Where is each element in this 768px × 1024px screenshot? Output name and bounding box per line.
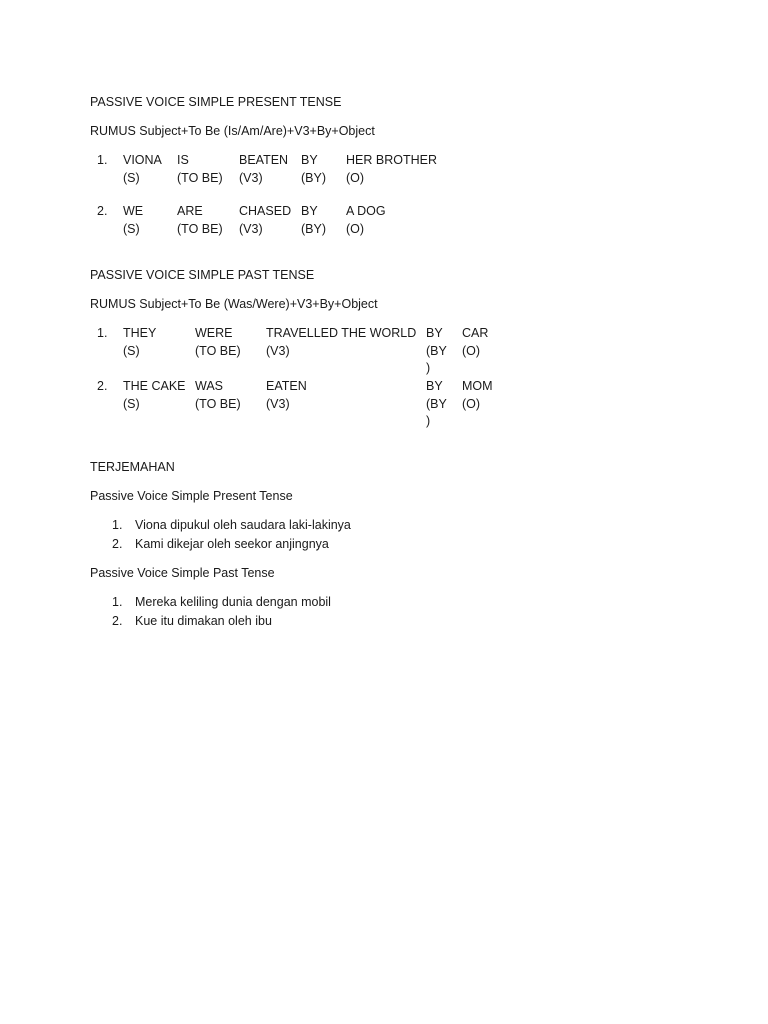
cell-word: TRAVELLED THE WORLD [266,326,417,340]
cell-word: THE CAKE [123,379,186,393]
cell-role: (BY) [301,222,326,236]
cell-role: (O) [462,344,481,358]
cell-word: BY [426,379,443,393]
cell-role: (S) [123,344,140,358]
cell-role: (O) [346,171,365,185]
cell-word: MOM [462,379,493,393]
list-number: 2. [112,614,123,628]
cell-role: (BY [426,344,447,358]
cell-role: (V3) [239,171,263,185]
row-number: 1. [97,326,108,340]
cell-role: (V3) [239,222,263,236]
cell-word: WERE [195,326,233,340]
cell-role: (TO BE) [177,171,223,185]
cell-role: (S) [123,397,140,411]
cell-role: (O) [346,222,365,236]
cell-role: (BY) [301,171,326,185]
translation-past-title: Passive Voice Simple Past Tense [90,566,275,580]
row-number: 2. [97,379,108,393]
present-heading: PASSIVE VOICE SIMPLE PRESENT TENSE [90,95,342,109]
cell-role-wrap: ) [426,414,431,428]
cell-word: BEATEN [239,153,289,167]
list-text: Kami dikejar oleh seekor anjingnya [135,537,329,551]
cell-word: HER BROTHER [346,153,437,167]
translation-present-title: Passive Voice Simple Present Tense [90,489,293,503]
cell-word: THEY [123,326,157,340]
cell-word: A DOG [346,204,386,218]
past-heading: PASSIVE VOICE SIMPLE PAST TENSE [90,268,315,282]
list-text: Mereka keliling dunia dengan mobil [135,595,331,609]
cell-role: (V3) [266,397,290,411]
cell-role: (BY [426,397,447,411]
cell-word: EATEN [266,379,307,393]
cell-word: ARE [177,204,203,218]
translation-heading: TERJEMAHAN [90,460,175,474]
list-text: Viona dipukul oleh saudara laki-lakinya [135,518,351,532]
cell-word: BY [426,326,443,340]
cell-role-wrap: ) [426,361,431,375]
cell-word: BY [301,153,318,167]
past-formula: RUMUS Subject+To Be (Was/Were)+V3+By+Object [90,297,378,311]
cell-word: WAS [195,379,224,393]
list-number: 2. [112,537,123,551]
present-formula: RUMUS Subject+To Be (Is/Am/Are)+V3+By+Object [90,124,375,138]
cell-word: CAR [462,326,489,340]
cell-role: (TO BE) [195,344,241,358]
cell-role: (O) [462,397,481,411]
cell-word: CHASED [239,204,292,218]
cell-role: (S) [123,171,140,185]
cell-word: WE [123,204,144,218]
row-number: 1. [97,153,108,167]
list-number: 1. [112,518,123,532]
cell-role: (TO BE) [177,222,223,236]
list-text: Kue itu dimakan oleh ibu [135,614,272,628]
cell-word: VIONA [123,153,162,167]
list-number: 1. [112,595,123,609]
cell-role: (V3) [266,344,290,358]
cell-role: (S) [123,222,140,236]
cell-role: (TO BE) [195,397,241,411]
row-number: 2. [97,204,108,218]
cell-word: IS [177,153,189,167]
cell-word: BY [301,204,318,218]
